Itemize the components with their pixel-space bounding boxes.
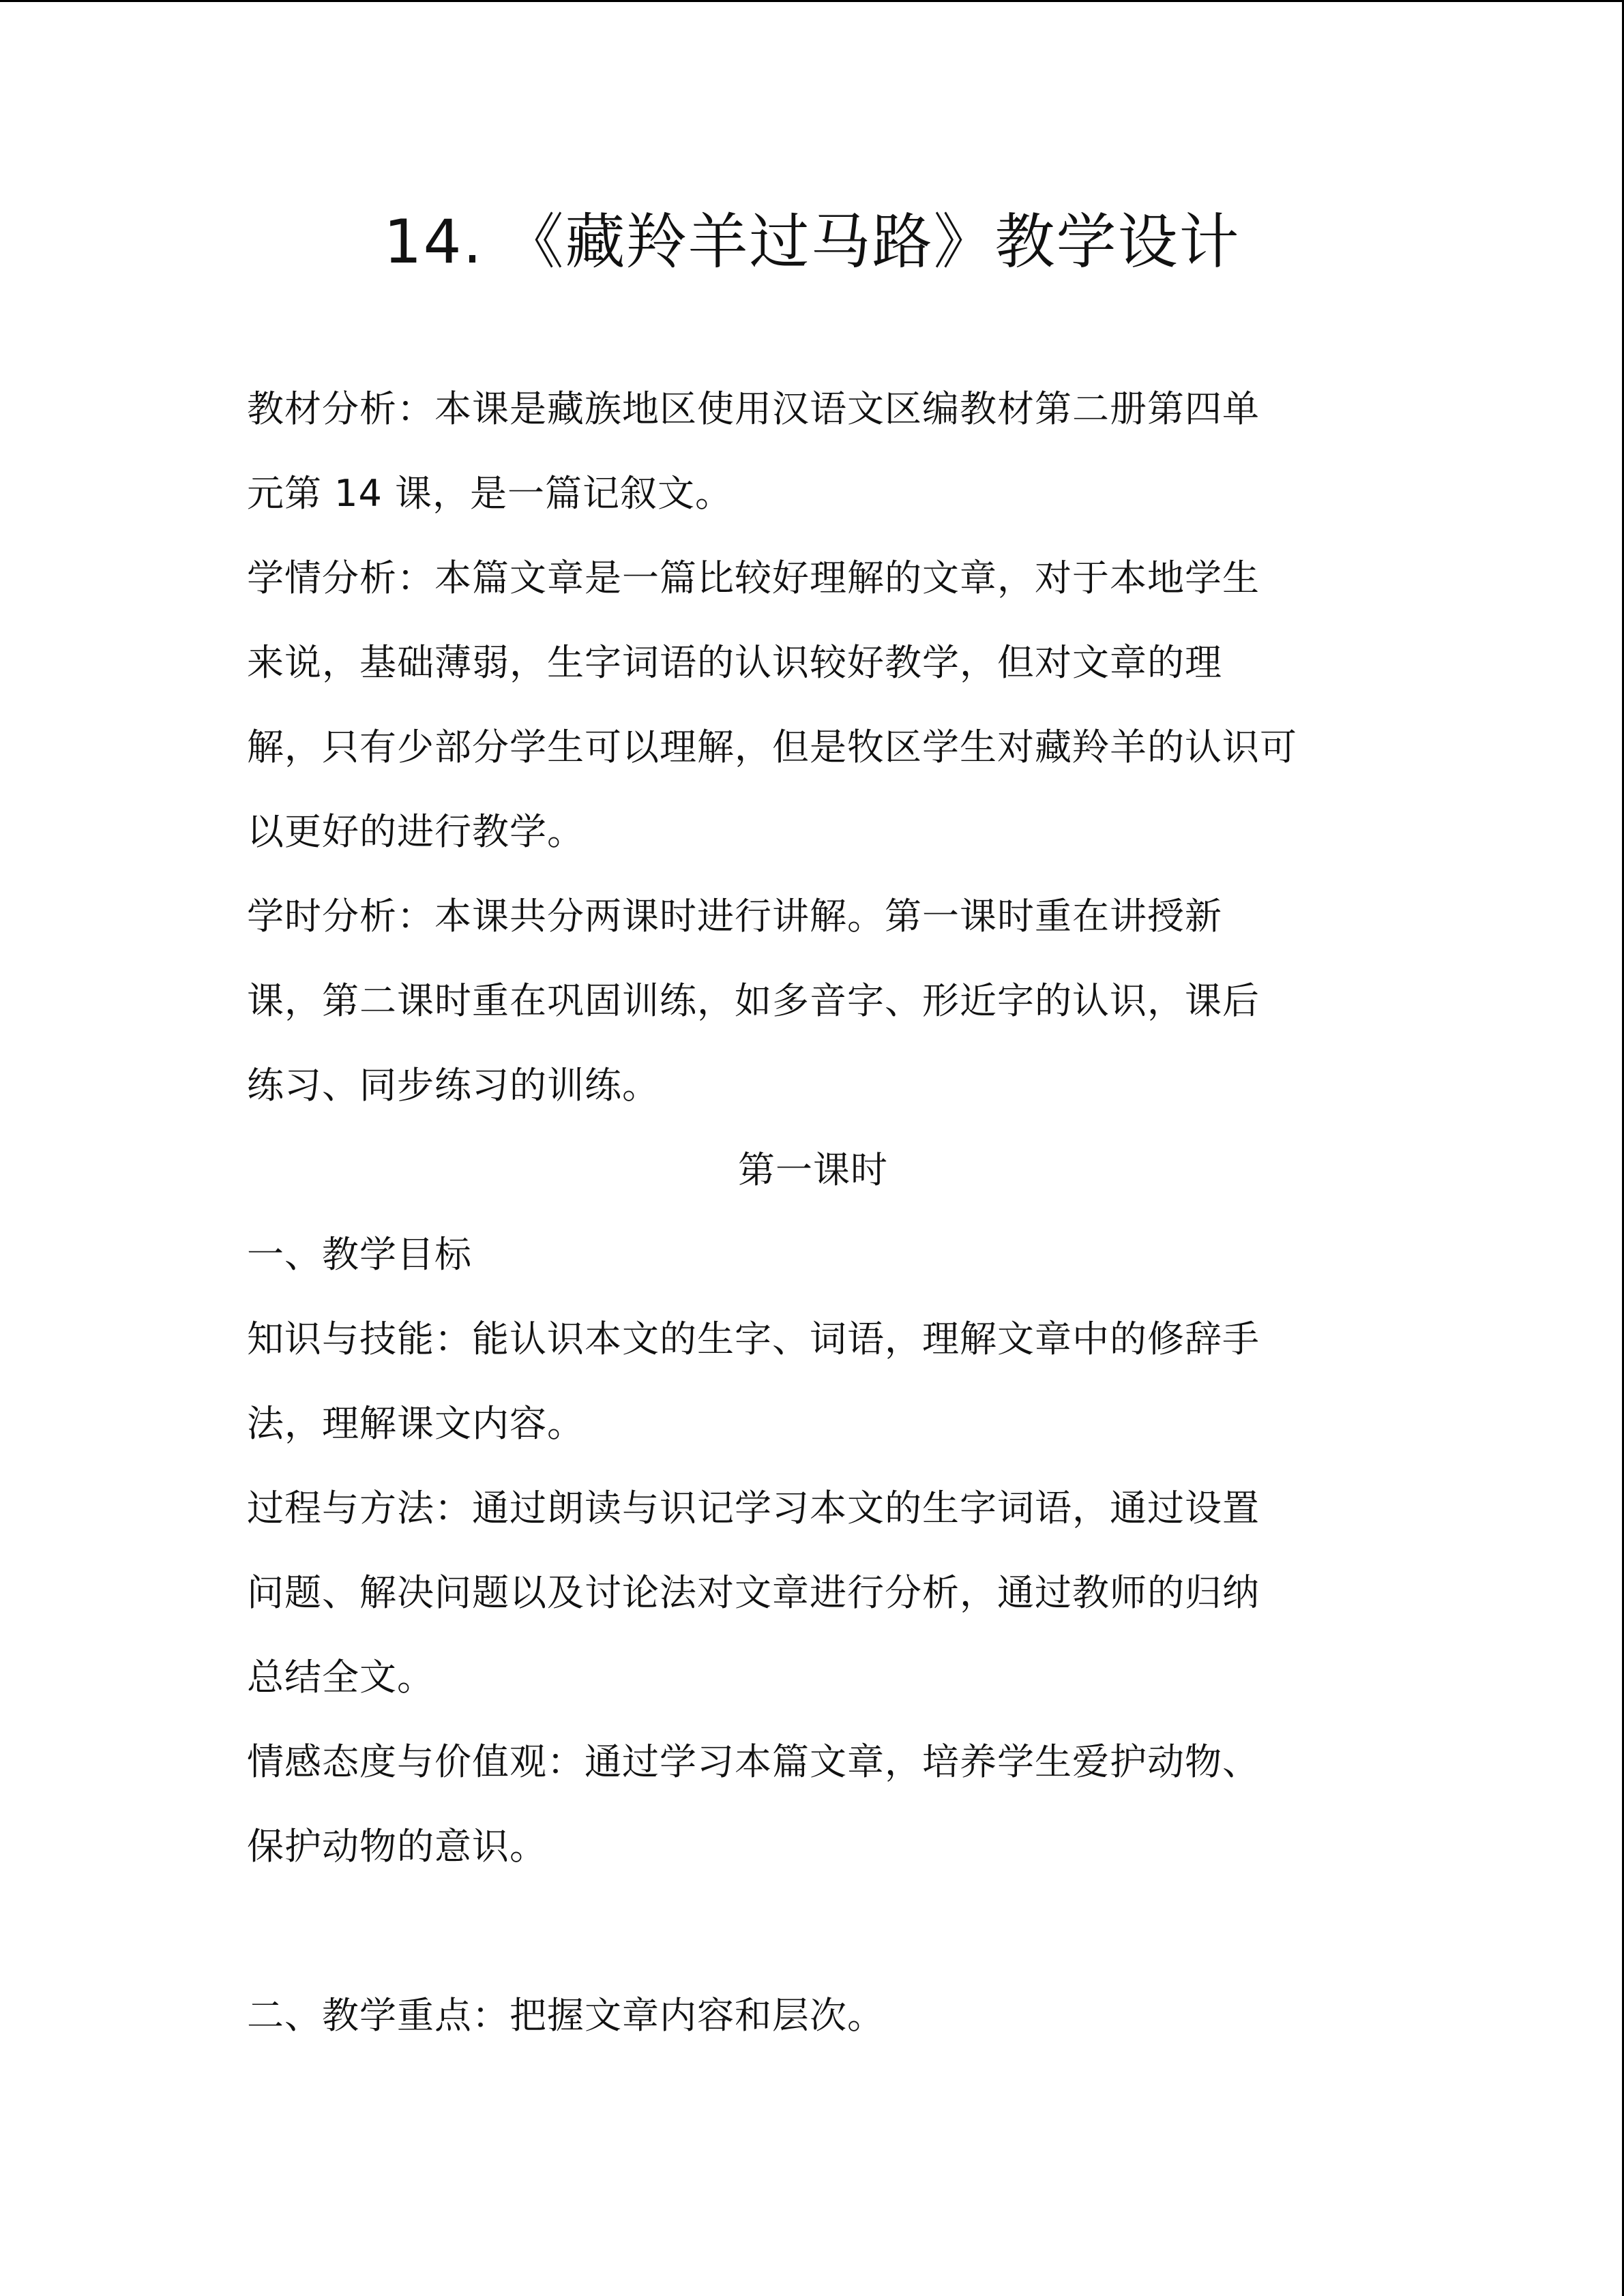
heading-teaching-focus: 二、教学重点：把握文章内容和层次。	[247, 1994, 885, 2037]
knowledge-skills-line-1: 知识与技能：能认识本文的生字、词语，理解文章中的修辞手	[247, 1317, 1260, 1360]
page-border-top	[0, 0, 1624, 2]
document-body	[247, 367, 1379, 2058]
learner-analysis-line-1: 学情分析：本篇文章是一篇比较好理解的文章，对于本地学生	[247, 556, 1260, 599]
period-analysis-line-2: 课，第二课时重在巩固训练，如多音字、形近字的认识，课后	[247, 979, 1260, 1022]
textbook-analysis-line-1: 教材分析：本课是藏族地区使用汉语文区编教材第二册第四单	[247, 387, 1260, 430]
period-analysis-line-3: 练习、同步练习的训练。	[247, 1064, 660, 1107]
period-analysis-line-1: 学时分析：本课共分两课时进行讲解。第一课时重在讲授新	[247, 895, 1222, 938]
process-methods-line-3: 总结全文。	[247, 1656, 434, 1699]
learner-analysis-line-2: 来说，基础薄弱，生字词语的认识较好教学，但对文章的理	[247, 641, 1222, 684]
heading-teaching-objectives: 一、教学目标	[247, 1233, 472, 1276]
learner-analysis-line-4: 以更好的进行教学。	[247, 810, 585, 853]
textbook-analysis-line-2: 元第 14 课，是一篇记叙文。	[247, 472, 733, 515]
section-heading-first-period: 第一课时	[738, 1148, 888, 1191]
process-methods-line-2: 问题、解决问题以及讨论法对文章进行分析，通过教师的归纳	[247, 1571, 1260, 1614]
emotion-values-line-1: 情感态度与价值观：通过学习本篇文章，培养学生爱护动物、	[247, 1740, 1260, 1783]
learner-analysis-line-3: 解，只有少部分学生可以理解，但是牧区学生对藏羚羊的认识可	[247, 726, 1297, 769]
process-methods-line-1: 过程与方法：通过朗读与识记学习本文的生字词语，通过设置	[247, 1487, 1260, 1530]
blank-line	[247, 1889, 1379, 1973]
document-title: 14. 《藏羚羊过马路》教学设计	[383, 207, 1241, 277]
knowledge-skills-line-2: 法，理解课文内容。	[247, 1402, 585, 1445]
emotion-values-line-2: 保护动物的意识。	[247, 1825, 547, 1868]
